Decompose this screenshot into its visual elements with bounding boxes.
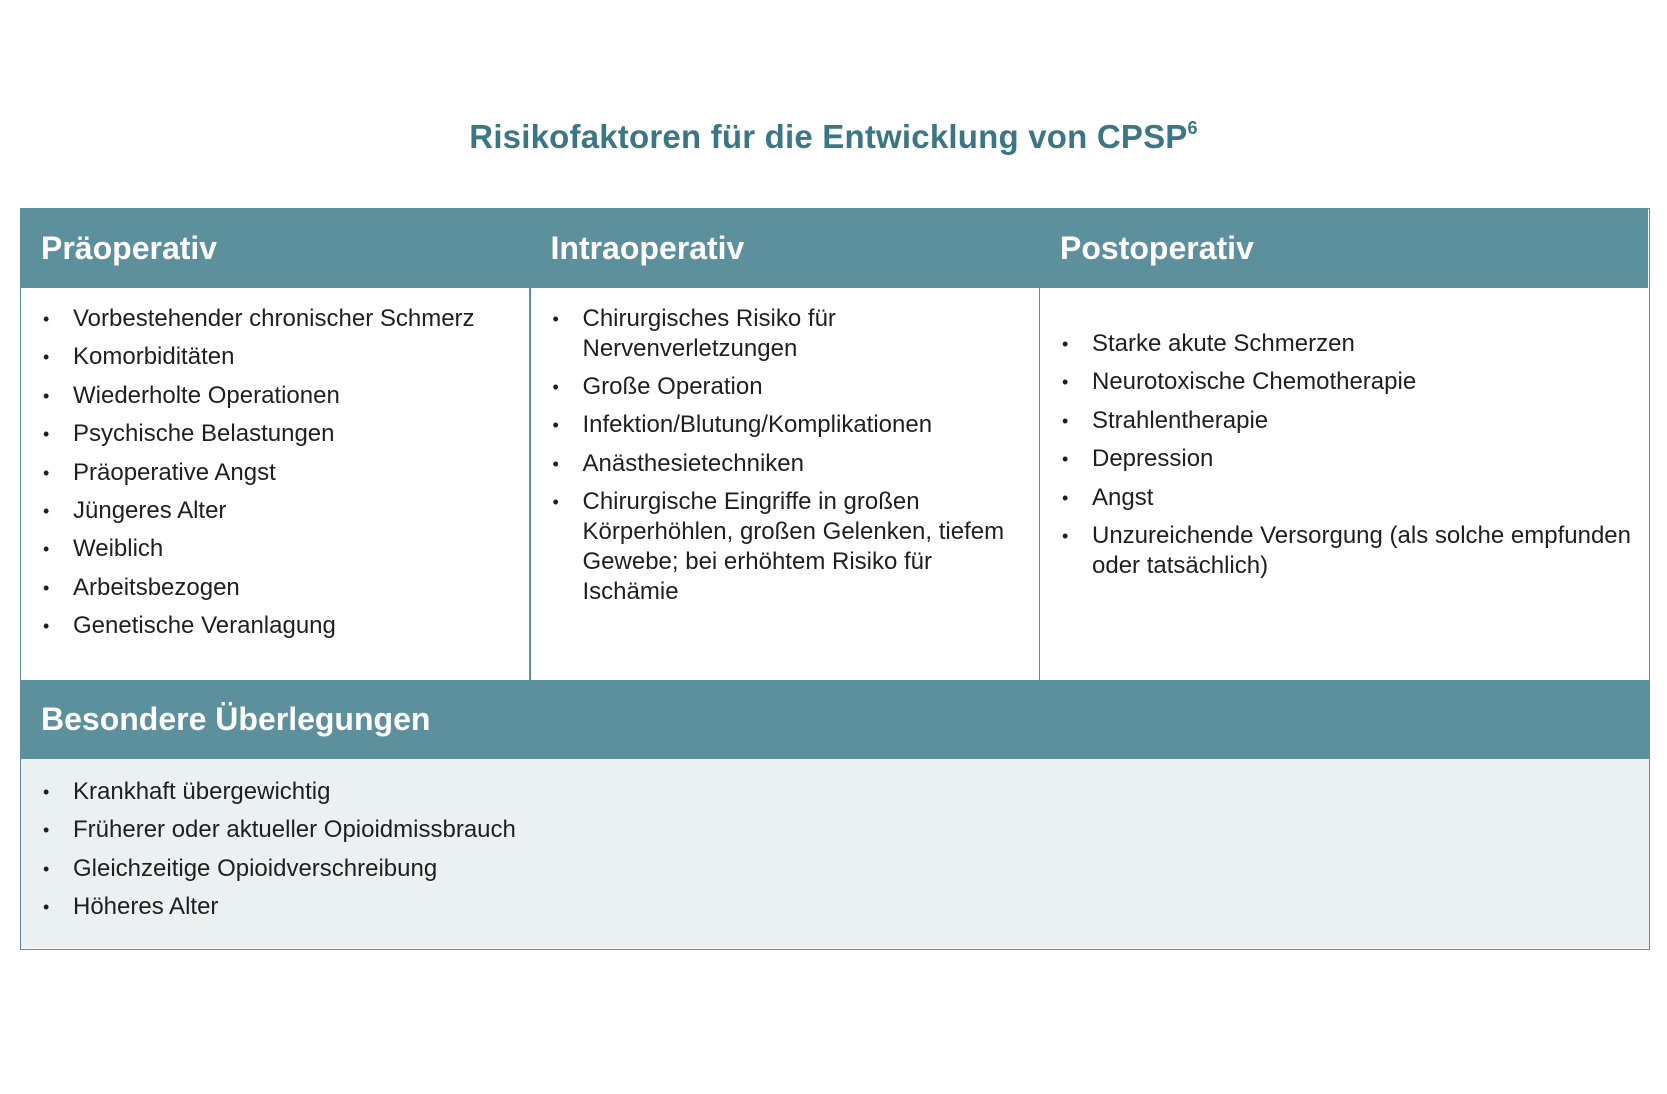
list-item [553,304,1025,364]
special-considerations-list [43,777,1635,922]
list-item-text: Präoperative Angst [73,458,276,486]
list-item [43,381,515,411]
risk-factor-table [20,208,1650,950]
bullet-icon: • [1062,410,1069,431]
column-header-postoperative: Postoperativ [1040,209,1648,288]
list-item-text: Komorbiditäten [73,343,235,371]
list-item [553,372,1025,402]
title-text: Risikofaktoren für die Entwicklung von CPSP [469,118,1188,155]
list-item-text: Große Operation [582,373,763,401]
list-item [1062,483,1634,513]
bullet-icon: • [552,415,559,436]
list-item-text: Strahlentherapie [1092,406,1269,434]
postoperative-list [1062,329,1634,581]
bullet-icon: • [552,453,559,474]
preoperative-list [43,304,515,641]
bullet-icon: • [43,616,50,637]
list-item [1062,521,1634,581]
list-item-text: Infektion/Blutung/Komplikationen [582,411,933,439]
list-item [1062,367,1634,397]
list-item [43,534,515,564]
list-item [553,449,1025,479]
list-item-text: Chirurgische Eingriffe in großen Körperhöhlen, großen Gelenken, tiefem Gewebe; bei erhöhtem Risiko für Ischämie [582,487,1005,605]
list-item-text: Wiederholte Operationen [73,381,340,409]
bullet-icon: • [1062,449,1069,470]
list-item [553,487,1025,607]
list-item [553,410,1025,440]
column-header-preoperative: Präoperativ [21,209,529,288]
bullet-icon: • [1062,372,1069,393]
list-item [43,496,515,526]
list-item-text: Gleichzeitige Opioidverschreibung [73,854,438,882]
list-item-text: Depression [1092,445,1214,473]
intraoperative-list [553,304,1025,607]
list-item [43,419,515,449]
list-item [43,458,515,488]
list-item-text: Weiblich [73,535,164,563]
bullet-icon: • [552,377,559,398]
column-body-preoperative [21,288,529,680]
list-item [43,815,1635,845]
list-item-text: Höheres Alter [73,893,219,921]
bullet-icon: • [552,309,559,329]
bullet-icon: • [43,820,50,841]
bullet-icon: • [43,385,50,406]
list-item [1062,444,1634,474]
list-item-text: Neurotoxische Chemotherapie [1092,368,1417,396]
bullet-icon: • [43,424,50,445]
bullet-icon: • [43,309,50,329]
bullet-icon: • [43,897,50,918]
bullet-icon: • [1062,487,1069,508]
list-item-text: Chirurgisches Risiko für Nervenverletzungen [582,305,836,362]
bullet-icon: • [43,577,50,598]
special-considerations-body [21,759,1649,948]
list-item [43,777,1635,807]
list-item [43,892,1635,922]
list-item [43,304,515,334]
list-item-text: Anästhesietechniken [582,449,804,477]
special-considerations-header: Besondere Überlegungen [21,680,1649,759]
list-item [43,611,515,641]
bullet-icon: • [1062,334,1069,354]
list-item [1062,406,1634,436]
title-footnote-ref: 6 [1187,118,1198,138]
list-item [43,342,515,372]
list-item-text: Unzureichende Versorgung (als solche empfunden oder tatsächlich) [1092,521,1632,579]
bullet-icon: • [552,491,559,512]
list-item [1062,329,1634,359]
list-item [43,573,515,603]
bullet-icon: • [43,500,50,521]
column-header-intraoperative: Intraoperativ [531,209,1039,288]
list-item-text: Starke akute Schmerzen [1092,330,1355,357]
list-item-text: Jüngeres Alter [73,496,227,524]
list-item-text: Vorbestehender chronischer Schmerz [73,305,475,332]
list-item-text: Arbeitsbezogen [73,573,240,601]
page-title [0,118,1667,156]
list-item-text: Krankhaft übergewichtig [73,778,331,805]
bullet-icon: • [43,858,50,879]
list-item [43,854,1635,884]
bullet-icon: • [43,347,50,368]
list-item-text: Früherer oder aktueller Opioidmissbrauch [73,816,516,844]
bullet-icon: • [43,782,50,802]
column-body-intraoperative [531,288,1039,680]
list-item-text: Psychische Belastungen [73,420,335,448]
list-item-text: Angst [1092,483,1154,511]
bullet-icon: • [1062,525,1069,546]
column-body-postoperative [1040,288,1648,680]
bullet-icon: • [43,539,50,560]
list-item-text: Genetische Veranlagung [73,612,336,640]
bullet-icon: • [43,462,50,483]
